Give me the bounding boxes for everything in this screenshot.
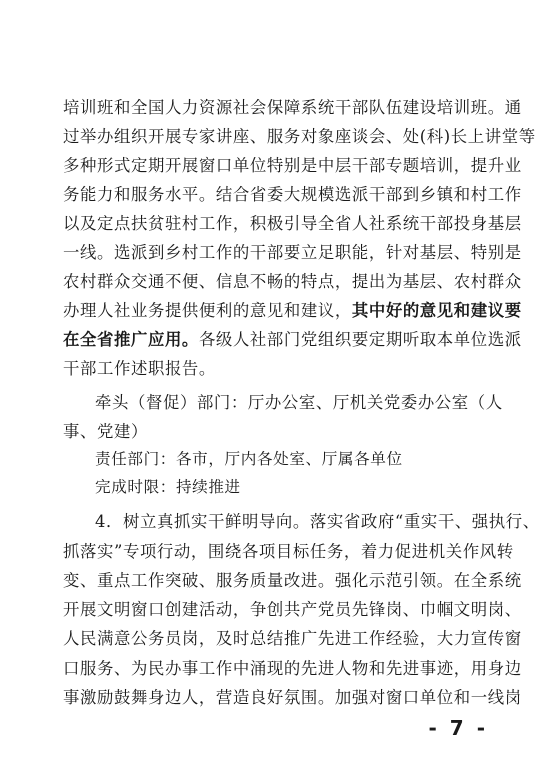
paragraph-line: 培训班和全国人力资源社会保障系统干部队伍建设培训班。通 xyxy=(63,98,522,117)
paragraph-line: 过举办组织开展专家讲座、服务对象座谈会、处(科)长上讲堂等 xyxy=(63,127,536,146)
paragraph-line-mixed xyxy=(63,300,522,322)
paragraph-line: 开展文明窗口创建活动，争创共产党员先锋岗、巾帼文明岗、 xyxy=(63,600,522,619)
deadline: 完成时限：持续推进 xyxy=(95,478,241,496)
paragraph-line: 农村群众交通不便、信息不畅的特点，提出为基层、农村群众 xyxy=(63,272,522,291)
paragraph-text: 各级人社部门党组织要定期听取本单位选派 xyxy=(198,330,522,349)
paragraph-line: 干部工作述职报告。 xyxy=(63,359,216,378)
lead-department-line: 事、党建） xyxy=(63,422,148,441)
emphasized-text: 在全省推广应用。 xyxy=(63,330,199,349)
paragraph-line: 变、重点工作突破、服务质量改进。强化示范引领。在全系统 xyxy=(63,571,522,590)
page-number: - 7 - xyxy=(428,716,488,740)
paragraph-line: 人民满意公务员岗，及时总结推广先进工作经验，大力宣传窗 xyxy=(63,629,522,648)
emphasized-text: 其中好的意见和建议要 xyxy=(351,301,522,320)
paragraph-line-mixed xyxy=(63,329,522,351)
paragraph-line: 一线。选派到乡村工作的干部要立足职能，针对基层、特别是 xyxy=(63,243,522,262)
paragraph-line: 以及定点扶贫驻村工作，积极引导全省人社系统干部投身基层 xyxy=(63,214,522,233)
paragraph-line: 多种形式定期开展窗口单位特别是中层干部专题培训，提升业 xyxy=(63,156,522,175)
paragraph-line: 口服务、为民办事工作中涌现的先进人物和先进事迹，用身边 xyxy=(63,659,522,678)
paragraph-line: 务能力和服务水平。结合省委大规模选派干部到乡镇和村工作 xyxy=(63,185,522,204)
paragraph-line: 4．树立真抓实干鲜明导向。落实省政府“重实干、强执行、 xyxy=(95,512,540,531)
paragraph-line: 事激励鼓舞身边人，营造良好氛围。加强对窗口单位和一线岗 xyxy=(63,688,522,707)
paragraph-text: 办理人社业务提供便利的意见和建议， xyxy=(63,301,352,320)
lead-department-line: 牵头（督促）部门：厅办公室、厅机关党委办公室（人 xyxy=(95,393,503,412)
paragraph-line: 抓落实”专项行动，围绕各项目标任务，着力促进机关作风转 xyxy=(63,542,514,561)
responsible-departments: 责任部门：各市，厅内各处室、厅属各单位 xyxy=(95,450,403,468)
